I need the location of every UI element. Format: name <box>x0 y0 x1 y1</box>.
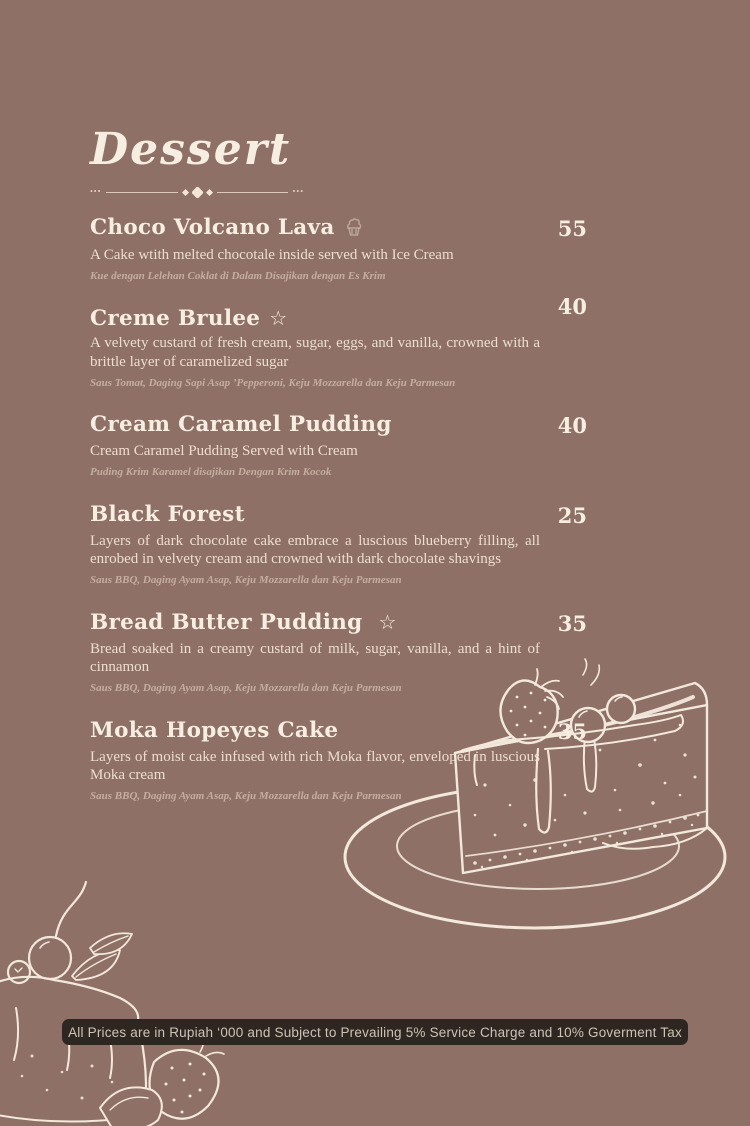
item-subtext: Kue dengan Lelehan Coklat di Dalam Disajikan dengan Es Krim <box>90 270 386 283</box>
item-description: Layers of dark chocolate cake embrace a luscious blueberry filling, all enrobed in velvety cream and crowned with dark chocolate shavings <box>90 532 540 568</box>
divider-line <box>106 192 177 193</box>
item-price: 25 <box>557 502 587 528</box>
item-name: Black Forest <box>90 501 245 527</box>
divider-dots-icon: ••• <box>292 187 304 196</box>
item-subtext: Saus BBQ, Daging Ayam Asap, Keju Mozzarella dan Keju Parmesan <box>90 574 402 587</box>
star-outline-icon: ☆ <box>378 609 397 634</box>
menu-item-header <box>90 503 587 528</box>
item-description: Cream Caramel Pudding Served with Cream <box>90 443 358 460</box>
menu-item <box>90 216 587 284</box>
item-subtext: Saus Tomat, Daging Sapi Asap ’Pepperoni, Keju Mozzarella dan Keju Parmesan <box>90 376 456 389</box>
item-name: Moka Hopeyes Cake <box>90 717 339 743</box>
item-description: A Cake wtith melted chocotale inside served with Ice Cream <box>90 247 454 263</box>
divider-dots-icon: ••• <box>90 187 102 196</box>
footer-note-text: All Prices are in Rupiah ‘000 and Subject to Prevailing 5% Service Charge and 10% Goverment Tax <box>68 1024 682 1040</box>
item-description: Bread soaked in a creamy custard of milk, sugar, vanilla, and a hint of cinnamon <box>90 640 540 675</box>
item-price: 40 <box>557 413 587 439</box>
menu-item <box>90 503 587 588</box>
item-subtext: Puding Krim Karamel disajikan Dengan Krim Kocok <box>90 466 332 479</box>
item-name: Creme Brulee <box>90 305 261 331</box>
item-description: Layers of moist cake infused with rich Moka flavor, enveloped in luscious Moka cream <box>90 748 540 783</box>
menu-item-header <box>90 611 587 636</box>
title-divider-ornament <box>90 184 304 200</box>
footer-note-bar <box>62 1019 688 1045</box>
item-name: Choco Volcano Lava <box>90 215 335 240</box>
menu-item <box>90 719 587 804</box>
item-name: Cream Caramel Pudding <box>90 412 392 438</box>
item-price: 55 <box>557 216 587 241</box>
item-price: 40 <box>557 293 587 319</box>
menu-item <box>90 611 587 696</box>
pudding-illustration <box>0 876 262 1126</box>
divider-diamond-icon <box>181 188 188 195</box>
divider-line <box>217 192 288 193</box>
menu-section <box>90 124 590 826</box>
item-name: Bread Butter Pudding <box>90 609 363 635</box>
item-description: A velvety custard of fresh cream, sugar, eggs, and vanilla, crowned with a brittle layer of caramelized sugar <box>90 335 540 370</box>
menu-item-header <box>90 413 587 438</box>
item-price: 35 <box>557 610 587 636</box>
divider-star-icon <box>191 186 204 199</box>
item-subtext: Saus BBQ, Daging Ayam Asap, Keju Mozzarella dan Keju Parmesan <box>90 682 402 695</box>
menu-item <box>90 413 587 480</box>
cupcake-icon <box>345 217 363 242</box>
menu-item-header <box>90 293 587 331</box>
item-subtext: Saus BBQ, Daging Ayam Asap, Keju Mozzarella dan Keju Parmesan <box>90 790 402 803</box>
menu-items-list <box>90 216 590 803</box>
item-price: 35 <box>557 718 587 744</box>
menu-item <box>90 293 587 391</box>
star-outline-icon: ☆ <box>269 305 288 330</box>
menu-item-header <box>90 216 587 242</box>
menu-item-header <box>90 719 587 744</box>
page-title: Dessert <box>90 124 292 175</box>
divider-diamond-icon <box>205 188 212 195</box>
